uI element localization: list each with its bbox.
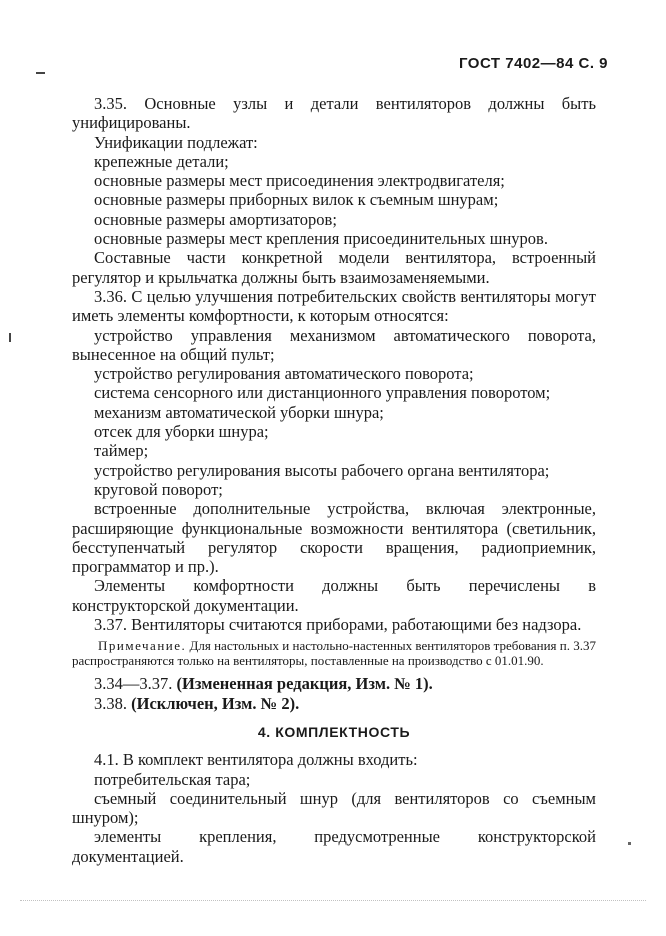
unification-note: Составные части конкретной модели вентилятора, встроенный регулятор и крыльчатка должны быть взаимозаменяемыми. [72,248,596,287]
comfort-item: встроенные дополнительные устройства, включая электронные, расширяющие функциональные возможности вентилятора (светильник, бесступенчатый регулятор скорости вращения, радиоприемник, программатор и пр.). [72,499,596,577]
comfort-item: устройство регулирования автоматического поворота; [94,364,474,384]
comfort-item: круговой поворот; [94,479,223,499]
amendment-2 [72,694,596,713]
comfort-item: система сенсорного или дистанционного управления поворотом; [94,383,551,403]
amendment-2-num: 3.38. [94,693,127,713]
footnote [72,638,596,668]
unification-item: основные размеры амортизаторов; [94,209,337,229]
amendment-1-text: (Измененная редакция, Изм. № 1). [172,674,433,694]
amendment-1 [72,674,596,693]
scan-mark-right-bottom [628,842,631,845]
comfort-item: устройство регулирования высоты рабочего органа вентилятора; [94,460,550,480]
scan-mark-left-top [36,72,45,74]
document-body [72,94,596,866]
comfort-item: устройство управления механизмом автоматического поворота, вынесенное на общий пульт; [72,325,596,364]
scan-footer-noise [20,900,646,902]
amendment-1-num: 3.34—3.37. [94,674,173,694]
comfort-item: таймер; [94,441,149,461]
kit-item: потребительская тара; [94,769,251,789]
section-4-title: 4. КОМПЛЕКТНОСТЬ [257,723,411,740]
unification-item: основные размеры мест крепления присоединительных шнуров. [94,229,548,249]
scan-mark-left-mid [9,333,11,342]
paragraph-3-36: 3.36. С целью улучшения потребительских свойств вентиляторы могут иметь элементы комфортности, к которым относятся: [72,286,596,326]
kit-item: съемный соединительный шнур (для вентиляторов со съемным шнуром); [72,788,596,828]
unification-item: основные размеры приборных вилок к съемным шнурам; [94,190,499,210]
unification-item: основные размеры мест присоединения электродвигателя; [94,171,505,191]
paragraph-4-1: 4.1. В комплект вентилятора должны входить: [94,750,418,770]
kit-item: элементы крепления, предусмотренные конструкторской документацией. [72,827,596,866]
comfort-item: механизм автоматической уборки шнура; [94,402,384,422]
paragraph-3-37: 3.37. Вентиляторы считаются приборами, работающими без надзора. [94,615,582,635]
footnote-lead: Примечание. [98,638,187,654]
unification-item: крепежные детали; [94,151,229,171]
unification-heading: Унификации подлежат: [94,132,258,152]
paragraph-3-35: 3.35. Основные узлы и детали вентиляторов должны быть унифицированы. [72,94,596,133]
comfort-note: Элементы комфортности должны быть перечислены в конструкторской документации. [72,576,596,615]
amendment-2-text: (Исключен, Изм. № 2). [127,693,300,713]
page-header: ГОСТ 7402—84 С. 9 [459,55,608,72]
comfort-item: отсек для уборки шнура; [94,422,269,442]
footnote-text: Для настольных и настольно-настенных вентиляторов требования п. 3.37 распространяются только на вентиляторы, поставленные на производство с 01.01.90. [72,638,596,669]
